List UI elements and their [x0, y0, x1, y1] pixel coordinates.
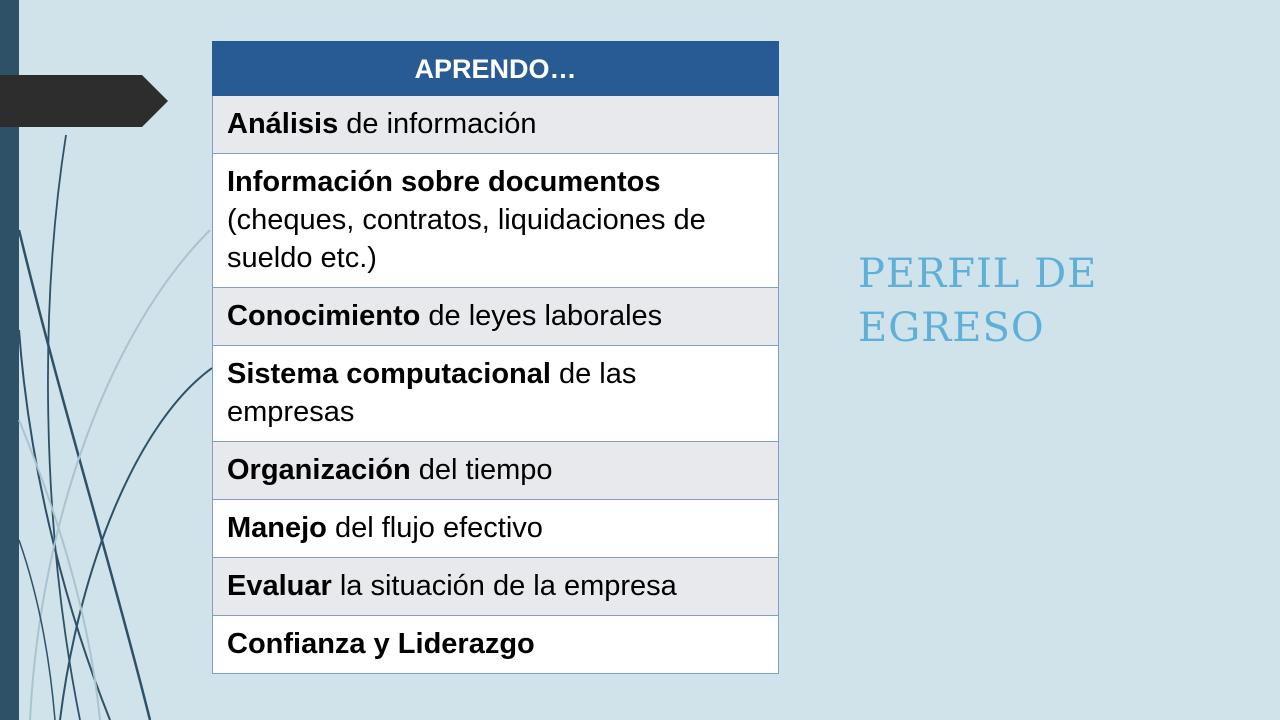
learning-table	[212, 41, 779, 674]
cell-bold-text: Análisis	[227, 108, 339, 140]
table-row	[213, 500, 779, 558]
cell-text: (cheques, contratos, liquidaciones de sueldo etc.)	[227, 204, 706, 274]
cell-bold-text: Información sobre documentos	[227, 166, 661, 198]
slide-title	[858, 247, 1188, 355]
table-cell	[213, 500, 779, 558]
cell-text: de información	[338, 108, 537, 140]
table-row	[213, 96, 779, 154]
arrow-tab-shape	[0, 75, 170, 129]
cell-text: la situación de la empresa	[331, 570, 677, 602]
cell-bold-text: Confianza y Liderazgo	[227, 628, 535, 660]
table-row	[213, 346, 779, 442]
slide-title-line-2: EGRESO	[858, 305, 1045, 351]
cell-text: de las empresas	[227, 358, 637, 428]
table-row	[213, 558, 779, 616]
table-cell	[213, 346, 779, 442]
cell-bold-text: Organización	[227, 454, 411, 486]
table-cell	[213, 558, 779, 616]
cell-text: de leyes laborales	[420, 300, 663, 332]
table-row	[213, 616, 779, 674]
table-row	[213, 288, 779, 346]
slide-title-line-1: PERFIL DE	[858, 251, 1098, 297]
cell-text: del tiempo	[410, 454, 553, 486]
table-cell	[213, 616, 779, 674]
table-row	[213, 442, 779, 500]
table-cell	[213, 96, 779, 154]
cell-bold-text: Sistema computacional	[227, 358, 551, 390]
cell-text: del flujo efectivo	[326, 512, 543, 544]
table-row	[213, 154, 779, 288]
table-cell	[213, 442, 779, 500]
cell-bold-text: Manejo	[227, 512, 327, 544]
table-header: APRENDO…	[213, 42, 779, 96]
cell-bold-text: Conocimiento	[227, 300, 421, 332]
table-cell	[213, 288, 779, 346]
table-cell	[213, 154, 779, 288]
cell-bold-text: Evaluar	[227, 570, 332, 602]
